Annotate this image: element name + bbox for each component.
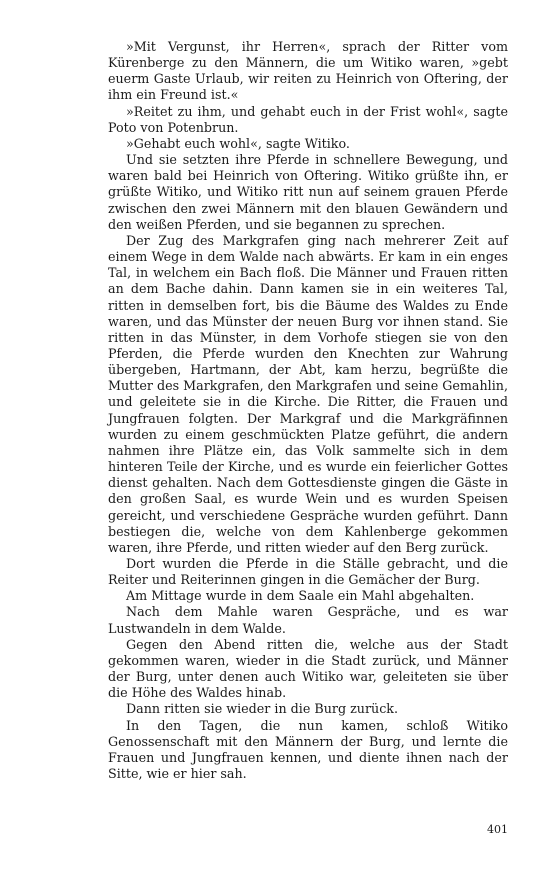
paragraph: Der Zug des Markgrafen ging nach mehrerer Zeit auf einem Wege in dem Walde nach abwärts. Er kam in ein enges Tal, in welchem ein Bach floß. Die Männer und Frauen ritten an dem Bache dahin. Dann kamen sie in ein weiteres Tal, ritten in demselben fort, bis die Bäume des Waldes zu Ende waren, und das Münster der neuen Burg vor ihnen stand. Sie ritten in das Münster, in dem Vorhofe stiegen sie von den Pferden, die Pferde wurden den Knechten zur Wahrung übergeben, Hartmann, der Abt, kam herzu, begrüßte die Mutter des Markgrafen, den Markgrafen und seine Gemahlin, und geleitete sie in die Kirche. Die Ritter, die Frauen und Jungfrauen folgten. Der Markgraf und die Markgräfinnen wurden zu einem geschmückten Platze geführt, die andern nahmen ihre Plätze ein, das Volk sammelte sich in dem hinteren Teile der Kirche, und es wurde ein feierlicher Gottes dienst gehalten. Nach dem Gottesdienste gingen die Gäste in den großen Saal, es wurde Wein und es wurden Speisen gereicht, und verschiedene Gespräche wurden geführt. Dann bestiegen die, welche von dem Kahlenberge gekommen waren, ihre Pferde, und ritten wieder auf den Berg zurück.: [108, 232, 508, 555]
paragraph: Am Mittage wurde in dem Saale ein Mahl abgehalten.: [126, 588, 475, 604]
paragraph: Dann ritten sie wieder in die Burg zurück.: [126, 701, 399, 717]
paragraph: Und sie setzten ihre Pferde in schnellere Bewegung, und waren bald bei Heinrich von Oftering. Witiko grüßte ihn, er grüßte Witiko, und Witiko ritt nun auf seinem grauen Pferde zwischen den zwei Männern mit den blauen Gewändern und den weißen Pferden, und sie begannen zu sprechen.: [108, 152, 508, 232]
paragraph: »Reitet zu ihm, und gehabt euch in der Frist wohl«, sagte Poto von Potenbrun.: [108, 103, 508, 135]
paragraph: Gegen den Abend ritten die, welche aus der Stadt gekommen waren, wieder in die Stadt zurück, und Männer der Burg, unter denen auch Witiko war, geleiteten sie über die Höhe des Waldes hinab.: [108, 636, 508, 701]
page-number: 401: [487, 823, 508, 836]
paragraph: In den Tagen, die nun kamen, schloß Witiko Genossenschaft mit den Männern der Burg, und lernte die Frauen und Jungfrauen kennen, und diente ihnen nach der Sitte, wie er hier sah.: [108, 717, 508, 782]
paragraph: »Mit Vergunst, ihr Herren«, sprach der Ritter vom Kürenberge zu den Männern, die um Witiko waren, »gebt euerm Gaste Urlaub, wir reiten zu Heinrich von Oftering, der ihm ein Freund ist.«: [108, 39, 508, 103]
paragraph: Nach dem Mahle waren Gespräche, und es war Lustwandeln in dem Walde.: [108, 604, 508, 636]
body-text: [108, 39, 508, 782]
paragraph: Dort wurden die Pferde in die Ställe gebracht, und die Reiter und Reiterinnen gingen in die Gemächer der Burg.: [108, 556, 508, 588]
paragraph: »Gehabt euch wohl«, sagte Witiko.: [126, 135, 350, 151]
